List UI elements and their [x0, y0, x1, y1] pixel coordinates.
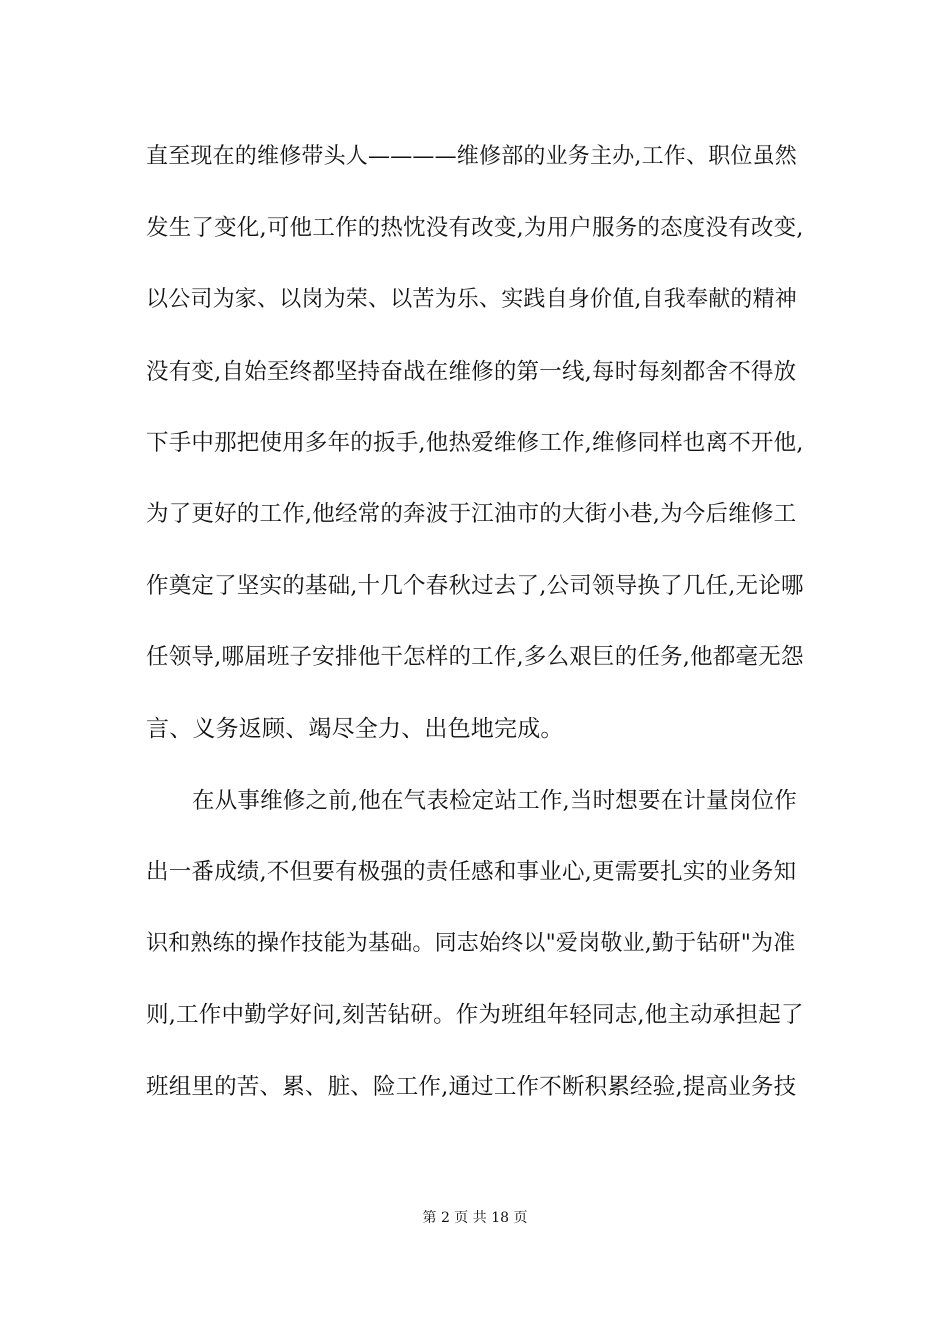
paragraph-1-line-8: 任领导,哪届班子安排他干怎样的工作,多么艰巨的任务,他都毫无怨: [146, 644, 804, 670]
paragraph-1-line-6: 为了更好的工作,他经常的奔波于江油市的大街小巷,为今后维修工: [146, 501, 797, 527]
paragraph-1-line-2: 发生了变化,可他工作的热忱没有改变,为用户服务的态度没有改变,: [146, 215, 804, 241]
paragraph-2-line-3: 识和熟练的操作技能为基础。同志始终以"爱岗敬业,勤于钻研"为准: [146, 931, 796, 956]
paragraph-1-line-3: 以公司为家、以岗为荣、以苦为乐、实践自身价值,自我奉献的精神: [146, 287, 797, 312]
paragraph-2-line-2: 出一番成绩,不但要有极强的责任感和事业心,更需要扎实的业务知: [146, 859, 797, 885]
paragraph-1-line-4: 没有变,自始至终都坚持奋战在维修的第一线,每时每刻都舍不得放: [146, 359, 797, 385]
paragraph-1-line-5: 下手中那把使用多年的扳手,他热爱维修工作,维修同样也离不开他,: [146, 430, 804, 456]
paragraph-1-line-1: 直至现在的维修带头人————维修部的业务主办,工作、职位虽然: [146, 144, 797, 169]
paragraph-2-line-5: 班组里的苦、累、脏、险工作,通过工作不断积累经验,提高业务技: [146, 1074, 797, 1100]
paragraph-1-line-9: 言、义务返顾、竭尽全力、出色地完成。: [146, 716, 564, 742]
paragraph-2-line-4: 则,工作中勤学好问,刻苦钻研。作为班组年轻同志,他主动承担起了: [146, 1002, 804, 1028]
paragraph-2-line-1: 在从事维修之前,他在气表检定站工作,当时想要在计量岗位作: [192, 788, 797, 814]
page-number-footer: 第 2 页 共 18 页: [422, 1210, 528, 1226]
paragraph-1-line-7: 作奠定了坚实的基础,十几个春秋过去了,公司领导换了几任,无论哪: [146, 573, 804, 599]
